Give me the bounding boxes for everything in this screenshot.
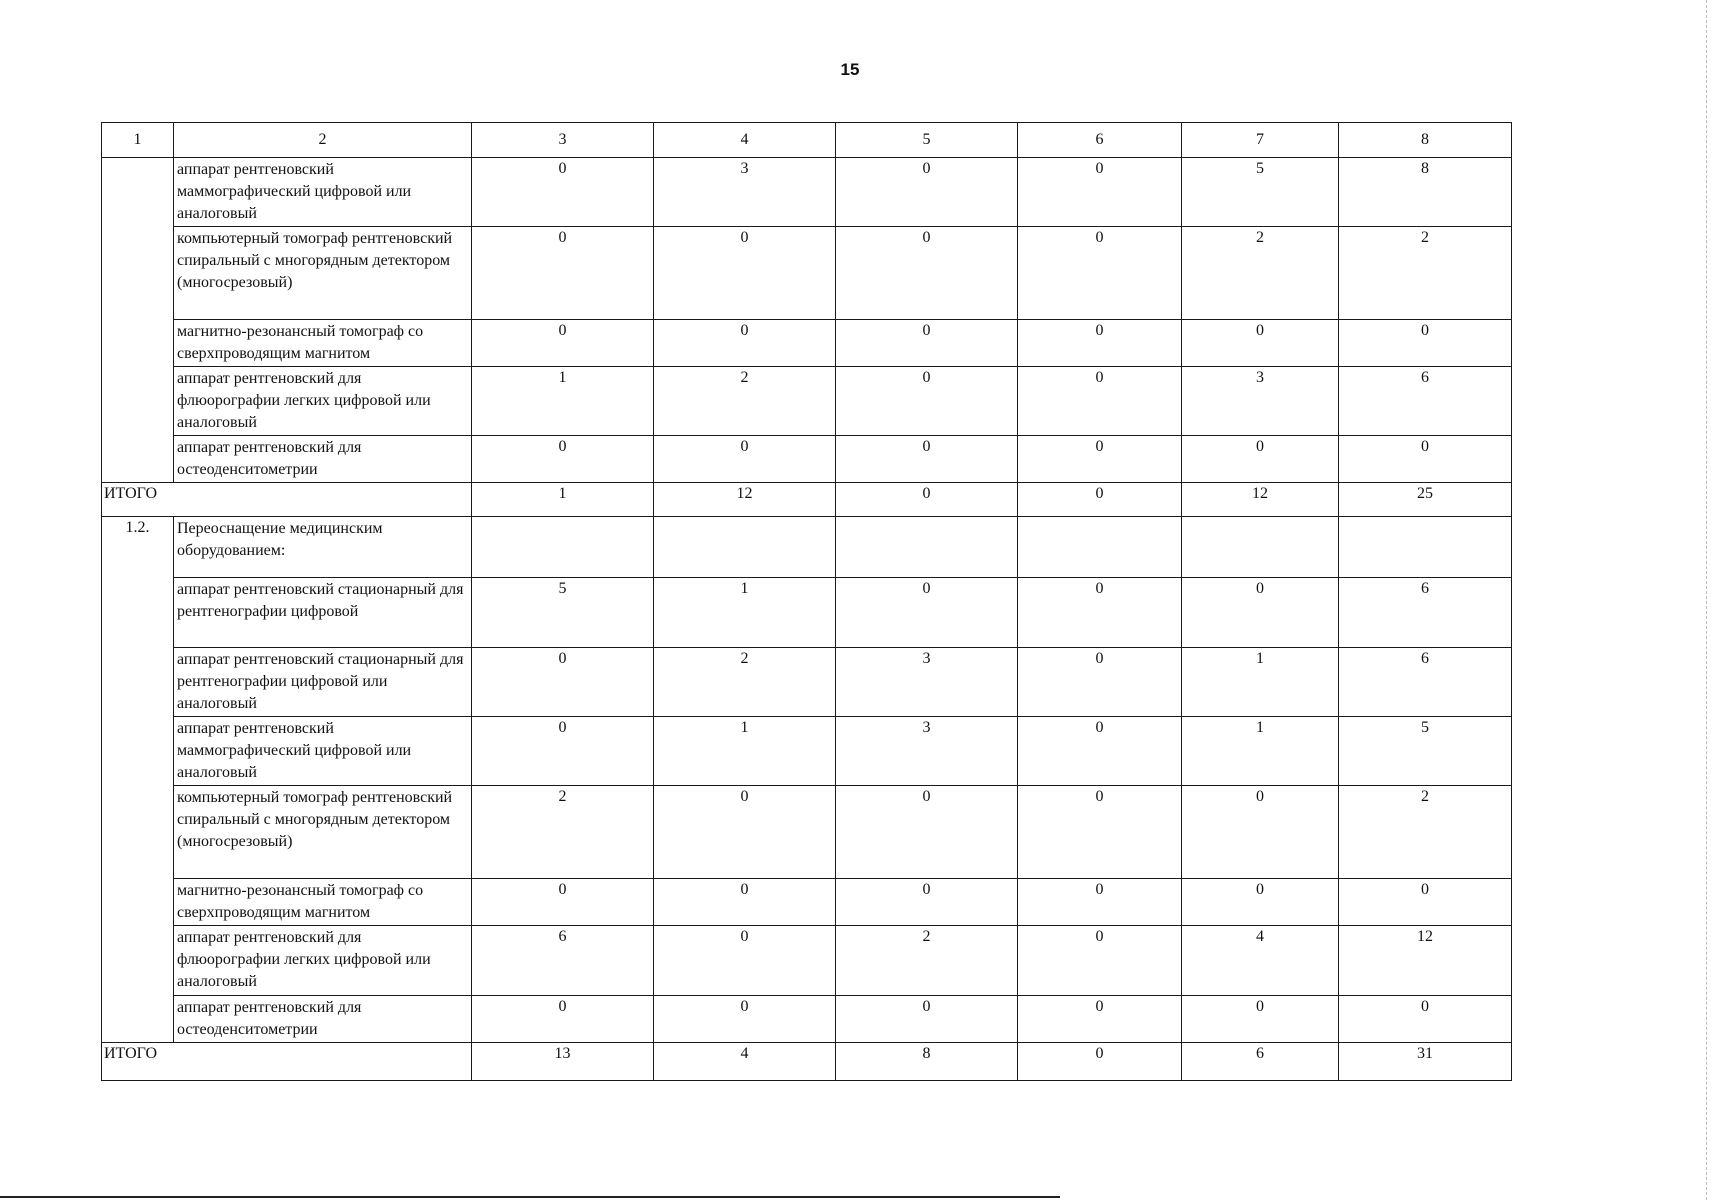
section-title-row [102, 517, 1512, 578]
value-cell: 0 [472, 227, 654, 320]
table-row [102, 648, 1512, 717]
value-cell: 0 [836, 879, 1018, 926]
equipment-name: аппарат рентгеновский маммографический цифровой или аналоговый [174, 717, 472, 786]
value-cell: 0 [836, 158, 1018, 227]
value-cell: 1 [1182, 717, 1339, 786]
value-cell: 8 [1339, 158, 1512, 227]
value-cell: 2 [1182, 227, 1339, 320]
total-cell: 31 [1339, 1043, 1512, 1081]
table-row [102, 717, 1512, 786]
empty-cell [1182, 517, 1339, 578]
value-cell: 0 [836, 367, 1018, 436]
page-number: 15 [840, 60, 860, 79]
value-cell: 0 [1182, 320, 1339, 367]
value-cell: 0 [1018, 648, 1182, 717]
value-cell: 0 [1182, 578, 1339, 648]
header-cell: 2 [174, 123, 472, 158]
value-cell: 0 [472, 436, 654, 483]
value-cell: 0 [472, 320, 654, 367]
equipment-name: аппарат рентгеновский для флюорографии легких цифровой или аналоговый [174, 926, 472, 996]
header-cell: 4 [654, 123, 836, 158]
value-cell: 0 [654, 320, 836, 367]
value-cell: 0 [836, 320, 1018, 367]
value-cell: 0 [1182, 786, 1339, 879]
value-cell: 0 [1339, 996, 1512, 1043]
value-cell: 0 [1339, 436, 1512, 483]
value-cell: 0 [1018, 227, 1182, 320]
equipment-name: магнитно-резонансный томограф со сверхпроводящим магнитом [174, 879, 472, 926]
header-cell: 6 [1018, 123, 1182, 158]
value-cell: 0 [1018, 717, 1182, 786]
table-row [102, 996, 1512, 1043]
value-cell: 0 [654, 996, 836, 1043]
value-cell: 4 [1182, 926, 1339, 996]
value-cell: 3 [836, 648, 1018, 717]
value-cell: 1 [472, 367, 654, 436]
table-row [102, 879, 1512, 926]
empty-cell [1339, 517, 1512, 578]
value-cell: 2 [1339, 786, 1512, 879]
value-cell: 3 [836, 717, 1018, 786]
value-cell: 0 [836, 436, 1018, 483]
value-cell: 5 [1182, 158, 1339, 227]
value-cell: 0 [1018, 158, 1182, 227]
value-cell: 0 [836, 786, 1018, 879]
section-number: 1.2. [102, 517, 174, 1043]
equipment-name: магнитно-резонансный томограф со сверхпроводящим магнитом [174, 320, 472, 367]
equipment-table [101, 122, 1512, 1081]
header-cell: 8 [1339, 123, 1512, 158]
value-cell: 1 [1182, 648, 1339, 717]
empty-cell [472, 517, 654, 578]
total-label: ИТОГО [102, 1043, 472, 1081]
table-row [102, 786, 1512, 879]
value-cell: 2 [472, 786, 654, 879]
total-cell: 4 [654, 1043, 836, 1081]
value-cell: 0 [654, 436, 836, 483]
value-cell: 3 [654, 158, 836, 227]
table-row [102, 367, 1512, 436]
value-cell: 6 [472, 926, 654, 996]
value-cell: 0 [472, 717, 654, 786]
value-cell: 0 [1018, 320, 1182, 367]
value-cell: 0 [1339, 320, 1512, 367]
value-cell: 1 [654, 578, 836, 648]
total-cell: 6 [1182, 1043, 1339, 1081]
value-cell: 6 [1339, 648, 1512, 717]
value-cell: 6 [1339, 367, 1512, 436]
value-cell: 0 [1018, 996, 1182, 1043]
header-row [102, 123, 1512, 158]
header-cell: 3 [472, 123, 654, 158]
value-cell: 0 [836, 996, 1018, 1043]
value-cell: 0 [472, 879, 654, 926]
value-cell: 3 [1182, 367, 1339, 436]
value-cell: 5 [472, 578, 654, 648]
value-cell: 0 [836, 227, 1018, 320]
equipment-name: аппарат рентгеновский для остеоденситометрии [174, 436, 472, 483]
value-cell: 2 [836, 926, 1018, 996]
table-row [102, 227, 1512, 320]
value-cell: 0 [1018, 578, 1182, 648]
bottom-scan-line [0, 1196, 1060, 1198]
total-cell: 0 [1018, 483, 1182, 517]
value-cell: 6 [1339, 578, 1512, 648]
empty-cell [654, 517, 836, 578]
value-cell: 0 [654, 227, 836, 320]
value-cell: 0 [1018, 879, 1182, 926]
equipment-name: аппарат рентгеновский для флюорографии легких цифровой или аналоговый [174, 367, 472, 436]
total-row [102, 483, 1512, 517]
section-title: Переоснащение медицинским оборудованием: [174, 517, 472, 578]
total-label: ИТОГО [102, 483, 472, 517]
scan-edge-artifact [1706, 0, 1715, 1200]
value-cell: 2 [654, 367, 836, 436]
value-cell: 0 [654, 926, 836, 996]
value-cell: 0 [1018, 367, 1182, 436]
equipment-name: аппарат рентгеновский для остеоденситометрии [174, 996, 472, 1043]
value-cell: 0 [472, 648, 654, 717]
total-cell: 13 [472, 1043, 654, 1081]
value-cell: 0 [472, 158, 654, 227]
empty-cell [1018, 517, 1182, 578]
header-cell: 1 [102, 123, 174, 158]
equipment-name: аппарат рентгеновский стационарный для рентгенографии цифровой или аналоговый [174, 648, 472, 717]
header-cell: 5 [836, 123, 1018, 158]
header-cell: 7 [1182, 123, 1339, 158]
total-cell: 0 [1018, 1043, 1182, 1081]
value-cell: 12 [1339, 926, 1512, 996]
table-row [102, 436, 1512, 483]
empty-cell [836, 517, 1018, 578]
value-cell: 0 [1182, 996, 1339, 1043]
equipment-name: аппарат рентгеновский маммографический цифровой или аналоговый [174, 158, 472, 227]
value-cell: 2 [654, 648, 836, 717]
value-cell: 0 [654, 786, 836, 879]
total-cell: 25 [1339, 483, 1512, 517]
value-cell: 0 [1182, 879, 1339, 926]
value-cell: 0 [1182, 436, 1339, 483]
row-number-cell [102, 158, 174, 483]
total-cell: 12 [1182, 483, 1339, 517]
total-row [102, 1043, 1512, 1081]
table-row [102, 320, 1512, 367]
equipment-name: аппарат рентгеновский стационарный для рентгенографии цифровой [174, 578, 472, 648]
table-row [102, 578, 1512, 648]
value-cell: 0 [1018, 436, 1182, 483]
table-row [102, 926, 1512, 996]
value-cell: 0 [654, 879, 836, 926]
equipment-name: компьютерный томограф рентгеновский спиральный с многорядным детектором (многосрезовый) [174, 786, 472, 879]
value-cell: 2 [1339, 227, 1512, 320]
total-cell: 12 [654, 483, 836, 517]
value-cell: 0 [1018, 786, 1182, 879]
value-cell: 0 [1339, 879, 1512, 926]
value-cell: 5 [1339, 717, 1512, 786]
table-row [102, 158, 1512, 227]
total-cell: 8 [836, 1043, 1018, 1081]
total-cell: 0 [836, 483, 1018, 517]
value-cell: 1 [654, 717, 836, 786]
value-cell: 0 [836, 578, 1018, 648]
equipment-name: компьютерный томограф рентгеновский спиральный с многорядным детектором (многосрезовый) [174, 227, 472, 320]
value-cell: 0 [1018, 926, 1182, 996]
value-cell: 0 [472, 996, 654, 1043]
total-cell: 1 [472, 483, 654, 517]
